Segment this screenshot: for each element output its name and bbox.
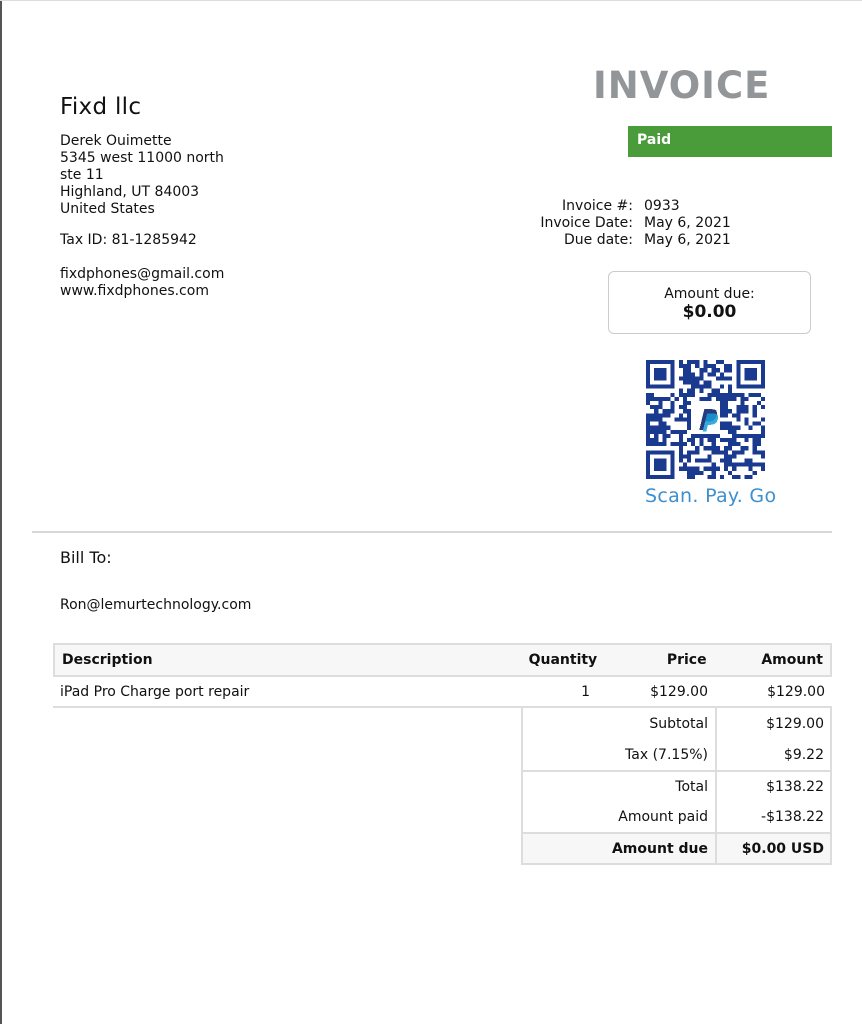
total-row [523,770,830,801]
address-line: Derek Ouimette [60,133,172,149]
amount-paid-label: Amount paid [523,801,717,832]
subtotal-value: $129.00 [766,715,824,732]
line-items-table [53,643,832,708]
item-description: iPad Pro Charge port repair [60,683,250,700]
due-date-label: Due date: [563,232,633,248]
amount-due-total-label: Amount due [523,834,717,863]
address-line: Highland, UT 84003 [60,184,200,200]
amount-due-label: Amount due: [664,286,755,302]
item-quantity: 1 [581,683,590,700]
page-left-edge [0,0,2,1024]
tax-row [523,739,830,770]
amount-paid-row [523,801,830,832]
page-top-edge [0,0,862,1]
total-label: Total [523,772,717,801]
table-row [53,677,832,708]
subtotal-row [523,708,830,739]
address-line: 5345 west 11000 north [60,150,224,166]
section-divider [32,531,832,533]
paypal-qr-code-icon[interactable] [646,360,765,479]
invoice-meta-labels [540,198,633,249]
company-name: Fixd llc [60,94,142,120]
invoice-date: May 6, 2021 [644,215,731,231]
company-contact [60,266,224,300]
scan-pay-go-text: Scan. Pay. Go [645,485,777,507]
header-description: Description [62,652,153,668]
tax-label: Tax (7.15%) [523,739,717,770]
header-price: Price [666,652,707,668]
header-amount: Amount [761,652,823,668]
table-header [53,643,832,677]
bill-to-label: Bill To: [60,548,112,567]
invoice-number: 0933 [644,198,680,214]
amount-due-box [608,271,811,334]
amount-due-value: $0.00 [682,302,737,322]
invoice-number-label: Invoice #: [562,198,633,214]
amount-due-total-value: $0.00 USD [741,840,824,857]
invoice-title: INVOICE [593,64,771,107]
invoice-meta-values [644,198,731,249]
invoice-date-label: Invoice Date: [540,215,633,231]
amount-paid-value: -$138.22 [761,808,824,825]
tax-id: Tax ID: 81-1285942 [60,232,197,248]
company-address [60,133,224,218]
item-amount: $129.00 [767,683,825,700]
item-price: $129.00 [650,683,708,700]
company-email[interactable]: fixdphones@gmail.com [60,266,225,282]
address-line: ste 11 [60,167,104,183]
bill-to-email: Ron@lemurtechnology.com [60,597,252,613]
total-value: $138.22 [766,778,824,795]
due-date: May 6, 2021 [644,232,731,248]
amount-due-row [523,832,830,863]
header-quantity: Quantity [528,652,598,668]
address-line: United States [60,201,155,217]
tax-value: $9.22 [783,746,824,763]
company-website[interactable]: www.fixdphones.com [60,283,209,299]
subtotal-label: Subtotal [523,708,717,739]
totals-table [521,708,832,865]
status-badge: Paid [628,126,832,157]
